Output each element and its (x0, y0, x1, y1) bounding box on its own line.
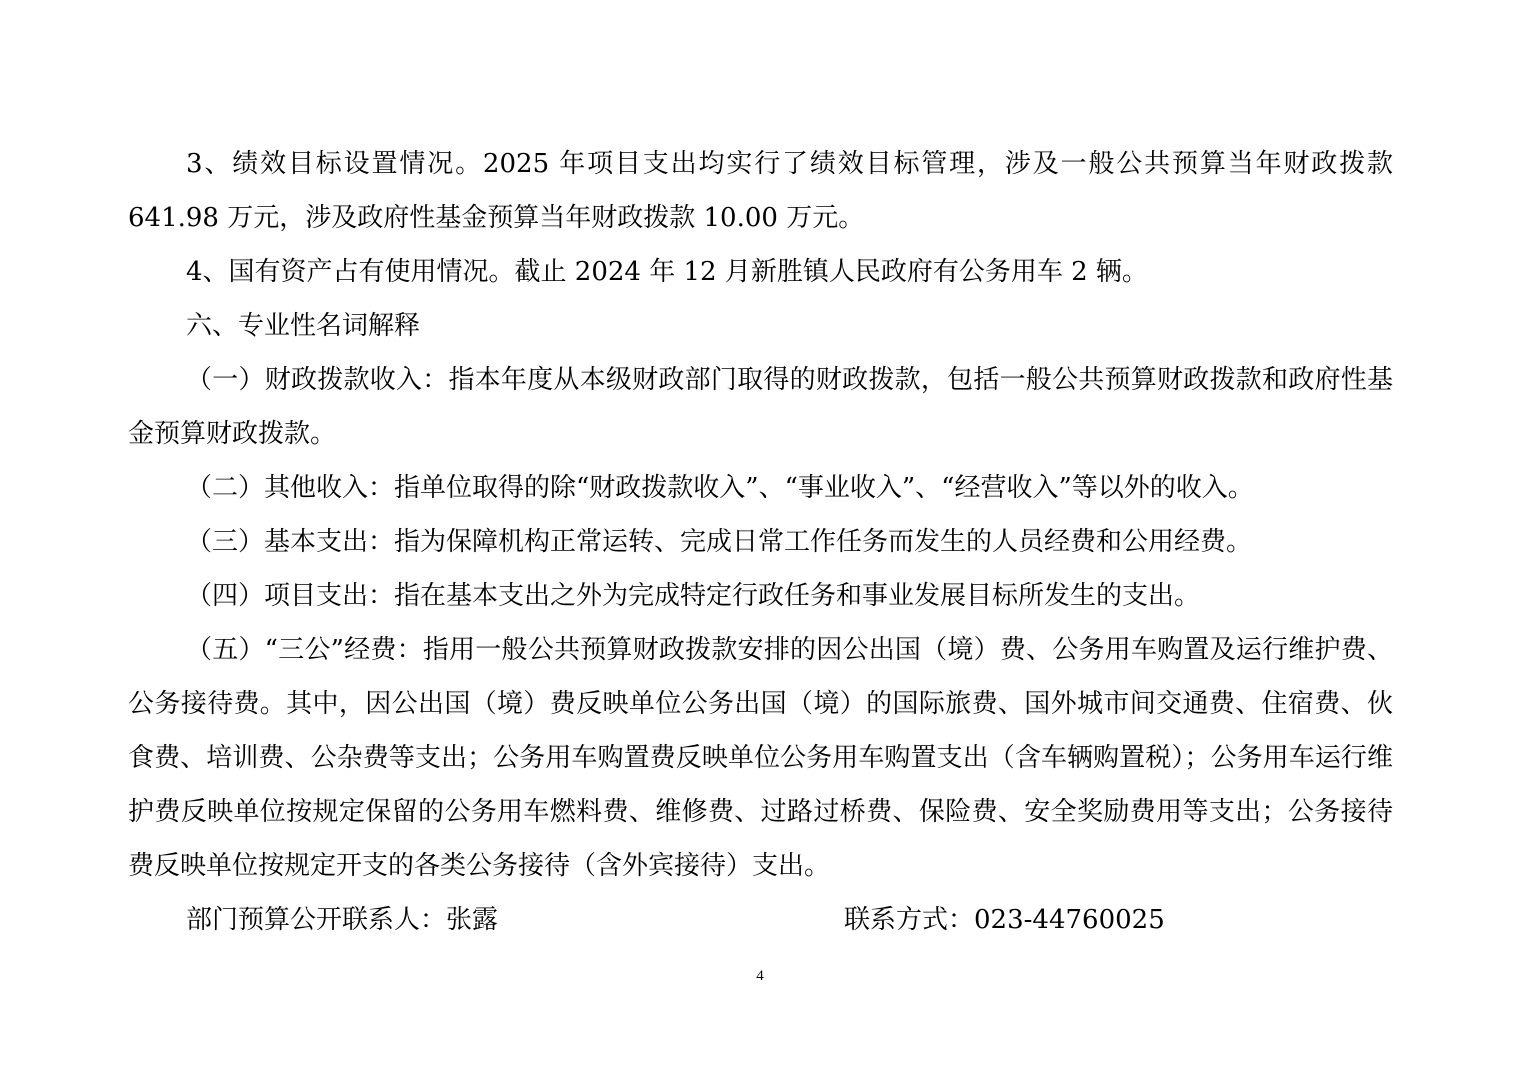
contact-line (128, 893, 1393, 947)
page-number: 4 (756, 968, 764, 984)
paragraph-other-income: （二）其他收入：指单位取得的除“财政拨款收入”、“事业收入”、“经营收入”等以外的收入。 (186, 473, 1254, 503)
paragraph-state-assets: 4、国有资产占有使用情况。截止 2024 年 12 月新胜镇人民政府有公务用车 2 辆。 (186, 257, 1148, 287)
section-heading-terms: 六、专业性名词解释 (186, 311, 421, 341)
paragraph-project-expenditure: （四）项目支出：指在基本支出之外为完成特定行政任务和事业发展目标所发生的支出。 (186, 581, 1201, 611)
contact-person: 部门预算公开联系人：张露 (186, 905, 499, 935)
paragraph-performance-targets: 3、绩效目标设置情况。2025 年项目支出均实行了绩效目标管理，涉及一般公共预算当年财政拨款 641.98 万元，涉及政府性基金预算当年财政拨款 10.00 万元。 (128, 149, 1393, 233)
contact-method: 联系方式：023-44760025 (844, 905, 1165, 935)
document-body (128, 137, 1393, 947)
paragraph-three-public-expenses: （五）“三公”经费：指用一般公共预算财政拨款安排的因公出国（境）费、公务用车购置及运行维护费、公务接待费。其中，因公出国（境）费反映单位公务出国（境）的国际旅费、国外城市间交通费、住宿费、伙食费、培训费、公杂费等支出；公务用车购置费反映单位公务用车购置支出（含车辆购置税）；公务用车运行维护费反映单位按规定保留的公务用车燃料费、维修费、过路过桥费、保险费、安全奖励费用等支出；公务接待费反映单位按规定开支的各类公务接待（含外宾接待）支出。 (128, 635, 1393, 881)
paragraph-fiscal-appropriation-income: （一）财政拨款收入：指本年度从本级财政部门取得的财政拨款，包括一般公共预算财政拨款和政府性基金预算财政拨款。 (128, 365, 1393, 449)
paragraph-basic-expenditure: （三）基本支出：指为保障机构正常运转、完成日常工作任务而发生的人员经费和公用经费。 (186, 527, 1253, 557)
